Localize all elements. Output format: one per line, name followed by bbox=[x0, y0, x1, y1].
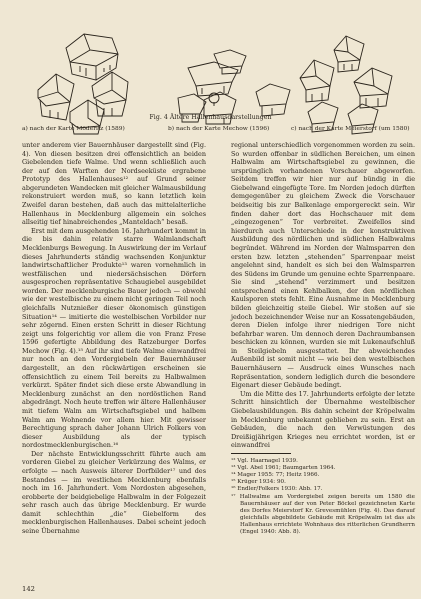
right-column bbox=[231, 141, 415, 537]
figure-label-a: a) nach der Karte Möderitz (1589) bbox=[22, 126, 125, 132]
footnote: ¹⁷ Hallwalme am Vordergiebel zeigen bereits um 1580 die Bauernhäuser auf der von Peter Böckel gezeichneten Karte des Dorfes Meierstorf Kr. Grevesmühlen (Fig. 4). Das darauf gleichfalls abgebildete Gebäude mit Kröpelwalm ist das als Hallenhaus errichtete Wohnhaus des ritterlichen Grundherrn (Engel 1940: Abb. 8). bbox=[231, 493, 415, 536]
footnote: ¹⁵ Krüger 1934: 90. bbox=[231, 479, 286, 486]
footnote: ¹⁶ Endler/Folkers 1930: Abb. 17. bbox=[231, 486, 323, 493]
footnote: ¹² Vgl. Haarnagel 1939. bbox=[231, 457, 298, 464]
paragraph: Erst mit dem ausgehenden 16. Jahrhundert kommt in die bis dahin relativ starre Walmlandschaft Mecklenburgs Bewegung. In Auswirkung der im Verlauf dieses Jahrhunderts ständig wachsenden Konjunktur landwirtschaftlicher Produkte¹³ waren vornehmlich in westfälischen und niedersächsischen Dörfern ausgesprochen repräsentative Schaugiebel ausgebildet worden. Der mecklenburgische Bauer jedoch — obwohl wie der westelbische zu einem nicht geringen Teil noch gleichfalls Nutznießer dieser ökonomisch günstigen Situation¹⁴ — imitierte die westelbischen Vorbilder nur sehr zögernd. Einen ersten Schritt in dieser Richtung zeigt uns folgerichtig vor allem die von Franz Frese 1596 gefertigte Abbildung des Ratzeburger Dorfes Mechow (Fig. 4).¹⁵ Auf ihr sind tiefe Walme einwandfrei nur noch an den Vordergiebeln der Bauernhäuser dargestellt, an den rückwärtigen erscheinen sie offensichtlich zu einem Teil bereits zu Halbwalmen verkürzt. Später findet sich diese erste Abwandlung in Mecklenburg zunächst an den nordöstlichen Rand abgedrängt. Noch heute treffen wir ältere Hallenhäuser mit tiefem Walm am Wirtschaftsgiebel und halbem Walm am Wohnende vor allem hier. Mit gewisser Berechtigung sprach daher Johann Ulrich Folkers von dieser Ausbildung als der typisch nordostmecklenburgischen.¹⁶ bbox=[22, 226, 206, 450]
footnotes bbox=[231, 453, 415, 537]
figure-caption: Fig. 4 Ältere Hallenhausdarstellungen bbox=[149, 114, 272, 121]
footnote-divider bbox=[231, 453, 291, 454]
figure-label-b: b) nach der Karte Mechow (1596) bbox=[168, 126, 270, 132]
paragraph: Der nächste Entwicklungsschritt führte auch am vorderen Giebel zu gleicher Verkürzung des Walms, er erfolgte — nach Ausweis älterer Dorfbilder¹⁷ und des Bestandes — im westlichen Mecklenburg ebenfalls noch im 16. Jahrhundert. Vom Nordosten abgesehen, erobberte der beidgiebelige Halbwalm in der Folgezeit sehr rasch auch das übrige Mecklenburg. Er wurde damit schlechthin „die“ Giebelform des mecklenburgischen Hallenhauses. Dabei scheint jedoch seine Übernahme bbox=[22, 449, 206, 536]
footnote: ¹³ Vgl. Abel 1961; Baumgarten 1964. bbox=[231, 464, 336, 471]
sketch-mechow bbox=[178, 50, 290, 124]
left-column bbox=[22, 141, 206, 536]
figure-labels bbox=[22, 126, 414, 135]
paragraph: unter anderem vier Bauernhäuser dargestellt sind (Fig. 4). Von diesen besitzen drei offensichtlich an beiden Giebelenden tiefe Walme. Und wenn schließlich auch der auf den Warften der Nordseeküste ergrabene Prototyp des Hallenhauses¹² auf Grund seiner abgerundeten Wandecken mit gleicher Walmausbildung rekonstruiert werden muß, so kann letztlich kein Zweifel daran bestehen, daß auch das mittelalterliche Hallenhaus in Mecklenburg allgemein ein solches allseitig tief hinabreichendes „Manteldach“ besaß. bbox=[22, 141, 206, 227]
page-number: 142 bbox=[22, 585, 35, 593]
paragraph: regional unterschiedlich vorgenommen worden zu sein. So wurden offenbar in südlichen Bereichen, um einen Halbwalm am Wirtschaftsgiebel zu gewinnen, die ursprünglich vorhandenen Vorschauer abgeworfen. Seitdem treffen wir hier nur auf bündig in die Giebelwand eingefügte Tore. Im Norden jedoch dürften demgegenüber zu gleichem Zweck die Vorschauer beidseitig bis zur Balkenlage emporgereckt sein. Wir finden daher dort das Hochschauer mit dem „eingezogenen“ Tor verbreitet. Zweifellos sind hierdurch auch Unterschiede in der konstruktiven Ausbildung des nördlichen und südlichen Halbwalms begründet. Während im Norden der Walmsparren den ersten bzw. letzten „stehenden“ Sparrenpaar meist angelehnt sind, handelt es sich bei den Walmsparren des Südens im Grunde um genuine echte Sparrenpaare. Sie sind „stehend“ verzimmert und besitzen entsprechend einen Kehlbalken, der den nördlichen Kaulsporen stets fehlt. Eine Ausnahme in Mecklenburg bilden gleichzeitig steile Giebel. Wir stoßen auf sie jedoch bezeichnender Weise nur an Kossatengebäuden, deren Dielen infolge ihrer niedrigen Tore nicht befahrbar waren. Um dennoch deren Dachraumbansen beschicken zu können, wurden sie mit Lukenaufschluß in Steilgiebeln ausgestattet. Ihr abweichendes Außenbild ist somit nicht — wie bei den westelbischen Bauernhäusern — Ausdruck eines Wunsches nach Repräsentation, sondern lediglich durch die besondere Eigenart dieser Gebäude bedingt. bbox=[231, 141, 415, 390]
paragraph: Um die Mitte des 17. Jahrhunderts erfolgte der letzte Schritt hinsichtlich der Übernahme westelbischer Giebelausbildungen. Bis dahin scheint der Kröpelwalm in Mecklenburg unbekannt geblieben zu sein. Erst an Gebäuden, die nach den Verwüstungen des Dreißigjährigen Krieges neu errichtet worden, ist er einwandfrei bbox=[231, 389, 415, 450]
footnote: ¹⁴ Mager 1955: 77; Heitz 1966. bbox=[231, 472, 320, 479]
figure-label-c: c) nach der Karte Meierstorf (um 1580) bbox=[291, 126, 410, 132]
